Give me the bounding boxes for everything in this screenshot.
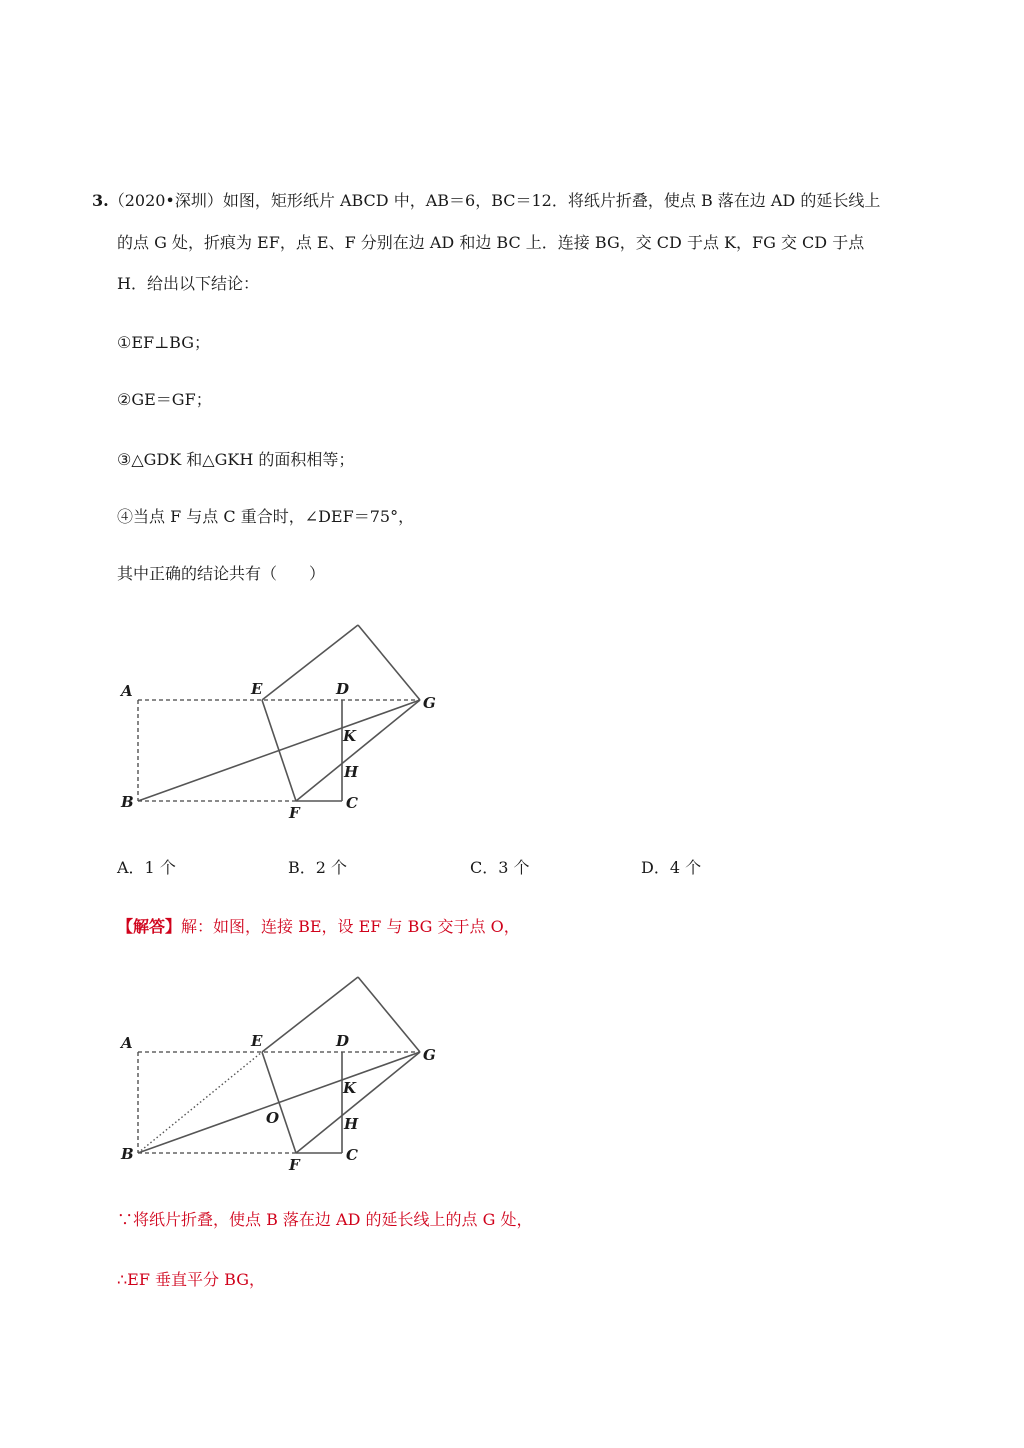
conclusion-4: ④当点 F 与点 C 重合时，∠DEF＝75°， [117,507,415,526]
fig2-label-D: D [336,1032,350,1050]
option-d: D．4 个 [641,858,702,877]
fig1-label-F: F [289,804,300,822]
fig2-label-K: K [343,1079,357,1097]
fig2-label-O: O [266,1109,280,1127]
fig1-line-FG [296,700,420,801]
problem-line-1 [92,191,880,211]
fig2-label-H: H [344,1115,359,1133]
fig2-label-A: A [121,1034,133,1052]
fig1-label-E: E [251,680,263,698]
question-text: 其中正确的结论共有（ ） [117,564,326,583]
option-b: B．2 个 [288,858,348,877]
fig2-label-C: C [346,1146,358,1164]
solution-header: 【解答】 [117,917,182,936]
solution-intro-line [117,917,520,937]
fig1-label-H: H [344,763,359,781]
fig2-label-B: B [121,1145,134,1163]
geometry-figure-2 [110,967,470,1182]
fig1-line-BG [138,700,420,801]
geometry-figure-1 [110,615,470,830]
solution-step-2: ∴EF 垂直平分 BG， [117,1270,265,1289]
conclusion-1: ①EF⊥BG； [117,333,211,352]
fig2-line-FG [296,1052,420,1153]
fig2-line-top-G [358,977,420,1052]
option-a: A．1 个 [117,858,176,877]
fig1-line-top-G [358,625,420,700]
fig2-label-G: G [423,1046,436,1064]
fig2-label-F: F [289,1156,300,1174]
conclusion-3: ③△GDK 和△GKH 的面积相等； [117,450,355,469]
fig2-line-BE [138,1052,262,1153]
fig1-label-G: G [423,694,436,712]
fig1-label-B: B [121,793,134,811]
problem-line-3: H．给出以下结论： [117,274,259,293]
problem-line-2: 的点 G 处，折痕为 EF，点 E、F 分别在边 AD 和边 BC 上．连接 BG，交 CD 于点 K，FG 交 CD 于点 [117,233,865,252]
fig1-label-K: K [343,727,357,745]
solution-step-1: ∵将纸片折叠，使点 B 落在边 AD 的延长线上的点 G 处， [117,1210,533,1229]
fig2-label-E: E [251,1032,263,1050]
fig1-label-D: D [336,680,350,698]
conclusion-2: ②GE＝GF； [117,390,212,409]
problem-text-1: （2020•深圳）如图，矩形纸片 ABCD 中，AB＝6，BC＝12．将纸片折叠，使点 B 落在边 AD 的延长线上 [108,191,881,210]
problem-number: 3. [92,191,109,210]
option-c: C．3 个 [470,858,530,877]
fig1-label-A: A [121,682,133,700]
fig1-label-C: C [346,794,358,812]
fig2-line-BG [138,1052,420,1153]
solution-intro: 解：如图，连接 BE，设 EF 与 BG 交于点 O， [181,917,520,936]
